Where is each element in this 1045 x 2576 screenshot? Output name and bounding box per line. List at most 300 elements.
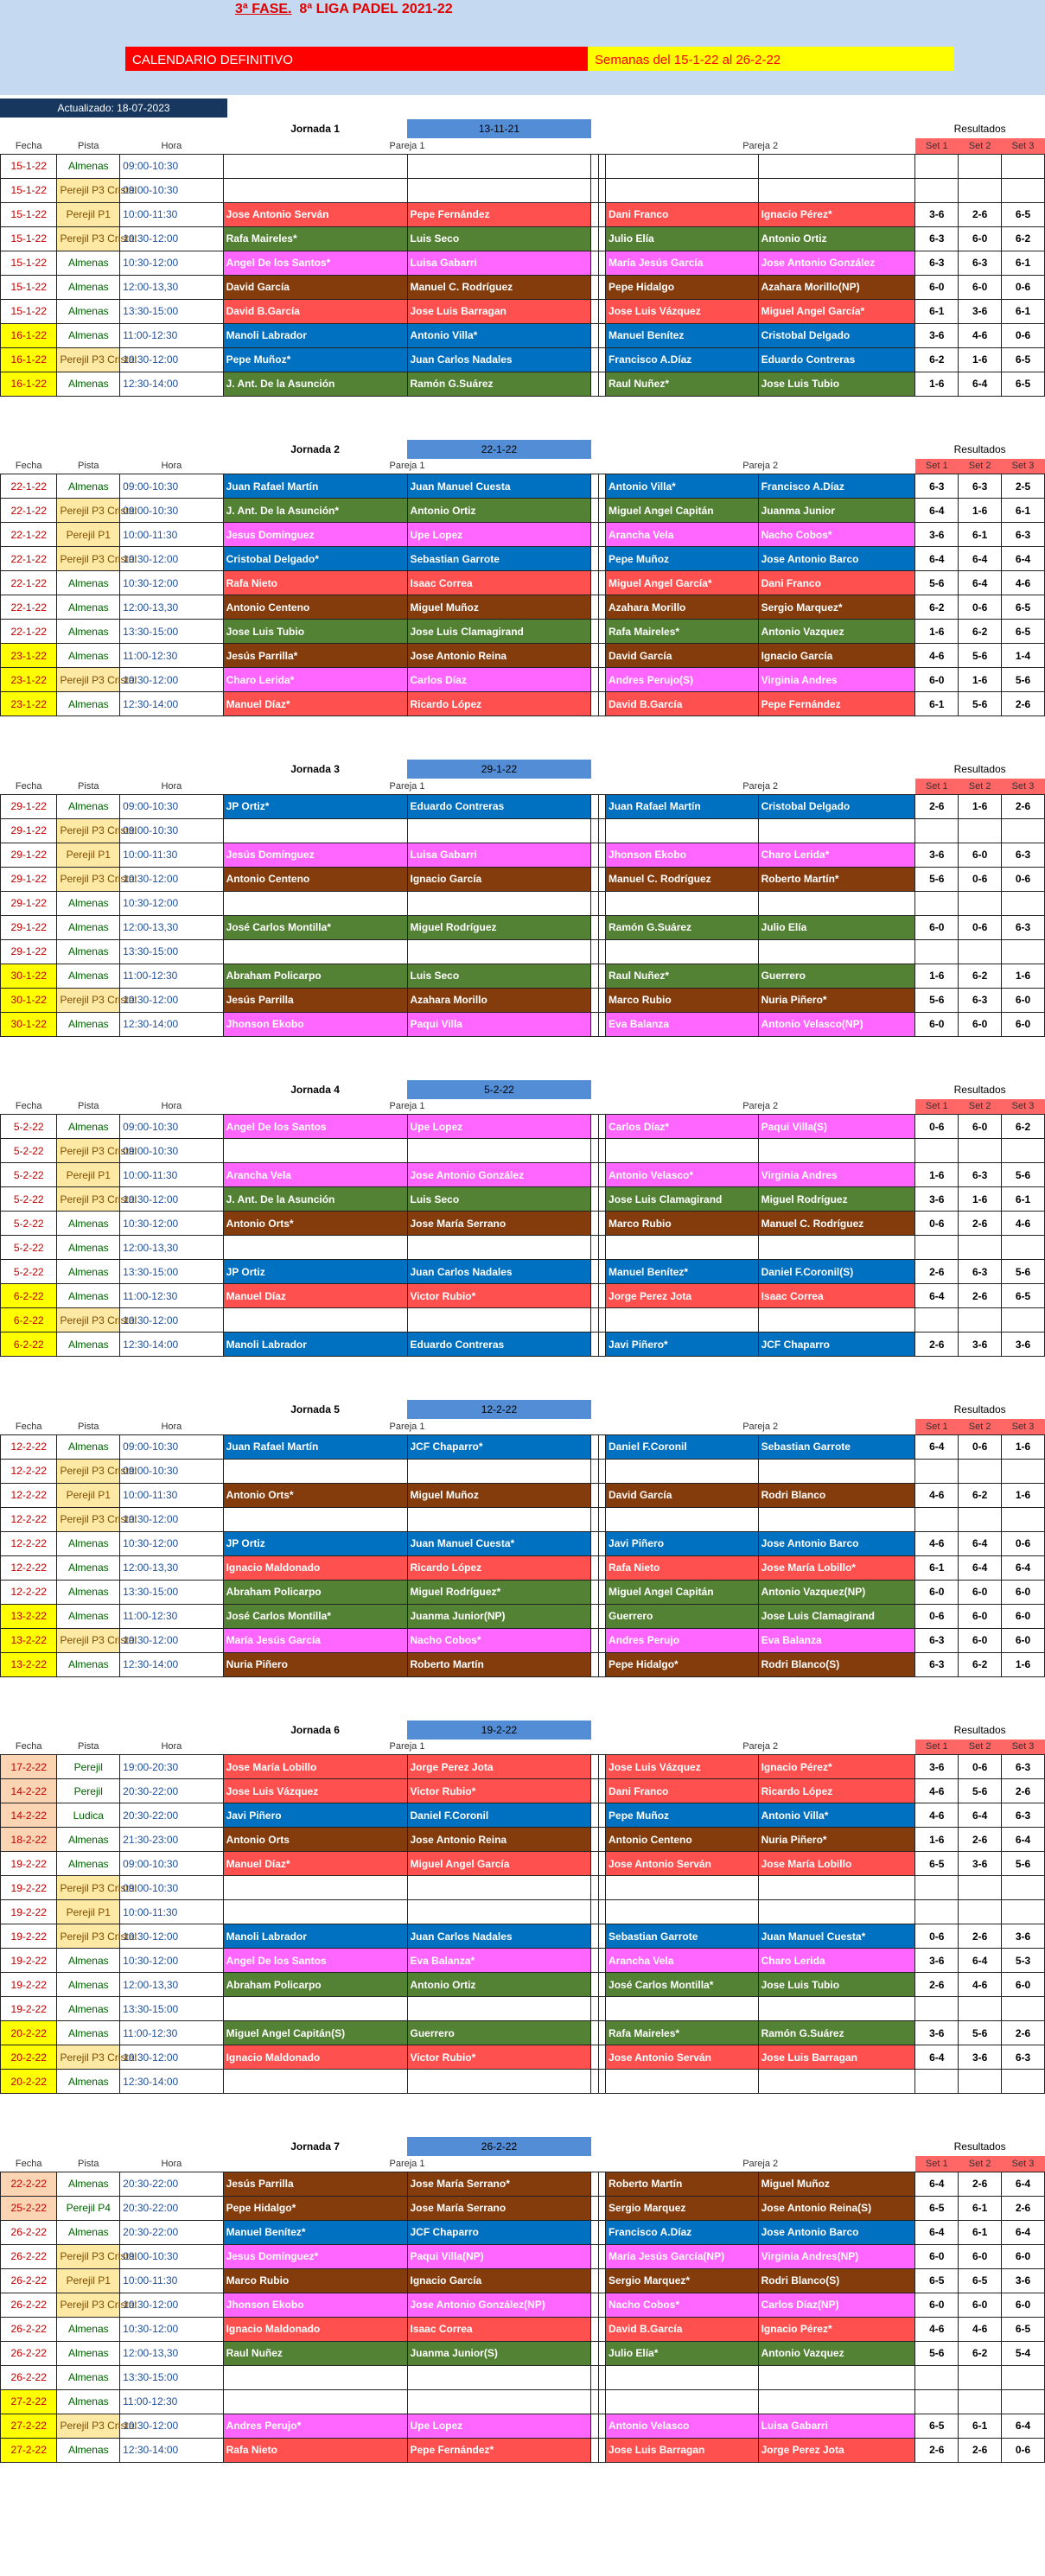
set3-score	[1002, 2070, 1045, 2094]
separator	[591, 692, 598, 716]
separator	[591, 915, 598, 939]
pair1-player2: Isaac Correa	[407, 571, 591, 595]
pair1-player1: Pepe Muñoz*	[223, 347, 407, 372]
pair2-player1: Ramón G.Suárez	[606, 915, 759, 939]
pair1-player1: María Jesús García	[223, 1628, 407, 1652]
pair2-player1: David García	[606, 644, 759, 668]
pair1-player1: Antonio Orts*	[223, 1483, 407, 1507]
match-row	[1, 2293, 1045, 2317]
match-row	[1, 1459, 1045, 1483]
separator	[591, 843, 598, 867]
pair2-player1: Antonio Velasco	[606, 2414, 759, 2438]
set2-score: 2-6	[959, 1212, 1002, 1236]
match-date: 5-2-22	[1, 1115, 57, 1139]
match-court: Almenas	[57, 1333, 120, 1357]
pair2-player2: Ricardo López	[758, 1779, 915, 1803]
pair2-player2: Roberto Martín*	[758, 867, 915, 891]
pair1-player1: Manuel Benítez*	[223, 2220, 407, 2244]
set2-score	[959, 1876, 1002, 1900]
col-set2: Set 2	[959, 779, 1002, 794]
set2-score: 1-6	[959, 499, 1002, 523]
pair2-player1: Pepe Hidalgo*	[606, 1652, 759, 1676]
col-pareja2: Pareja 2	[606, 138, 915, 154]
set3-score: 6-2	[1002, 1115, 1045, 1139]
set1-score: 6-0	[915, 2244, 959, 2268]
separator	[591, 644, 598, 668]
set3-score: 5-3	[1002, 1949, 1045, 1973]
calendar-label: CALENDARIO DEFINITIVO	[125, 47, 588, 71]
pair1-player1	[223, 1139, 407, 1163]
pair2-player2: Francisco A.Díaz	[758, 474, 915, 499]
match-row	[1, 178, 1045, 202]
match-date: 5-2-22	[1, 1236, 57, 1260]
pair2-player1	[606, 1139, 759, 1163]
match-row	[1, 202, 1045, 226]
match-date: 12-2-22	[1, 1555, 57, 1580]
col-fecha: Fecha	[1, 2156, 57, 2172]
separator	[591, 1012, 598, 1036]
pair1-player1: Manoli Labrador	[223, 1924, 407, 1949]
set2-score: 6-3	[959, 474, 1002, 499]
pair1-player2: Ramón G.Suárez	[407, 372, 591, 396]
pair2-player1: Sebastian Garrote	[606, 1924, 759, 1949]
pair1-player1: Nuria Piñero	[223, 1652, 407, 1676]
separator	[598, 1163, 605, 1187]
match-date: 29-1-22	[1, 843, 57, 867]
match-court: Almenas	[57, 1604, 120, 1628]
set3-score	[1002, 2365, 1045, 2389]
set3-score	[1002, 1308, 1045, 1333]
separator	[591, 1755, 598, 1779]
set2-score: 3-6	[959, 2045, 1002, 2070]
pair1-player2: Ricardo López	[407, 1555, 591, 1580]
set1-score: 0-6	[915, 1924, 959, 1949]
match-court: Almenas	[57, 1531, 120, 1555]
pair2-player1: Andres Perujo(S)	[606, 668, 759, 692]
col-set3: Set 3	[1002, 138, 1045, 154]
match-court: Almenas	[57, 1284, 120, 1308]
set2-score: 6-4	[959, 1949, 1002, 1973]
jornada-date: 12-2-22	[407, 1400, 591, 1419]
match-court: Almenas	[57, 1115, 120, 1139]
pair2-player1: Antonio Villa*	[606, 474, 759, 499]
pair1-player1: Rafa Nieto	[223, 2438, 407, 2462]
separator	[598, 1924, 605, 1949]
pair2-player1: Manuel Benítez	[606, 323, 759, 347]
set2-score: 5-6	[959, 2021, 1002, 2045]
match-court: Perejil P3 Cristal	[57, 2293, 120, 2317]
set3-score	[1002, 1997, 1045, 2021]
spacer	[591, 1721, 915, 1740]
set2-score: 2-6	[959, 202, 1002, 226]
set3-score: 6-4	[1002, 2414, 1045, 2438]
match-date: 17-2-22	[1, 1755, 57, 1779]
match-time: 10:00-11:30	[120, 2268, 223, 2293]
pair2-player2: Jose María Lobillo*	[758, 1555, 915, 1580]
match-time: 12:00-13,30	[120, 1236, 223, 1260]
match-row	[1, 939, 1045, 964]
col-fecha: Fecha	[1, 779, 57, 794]
match-time: 11:00-12:30	[120, 2389, 223, 2414]
separator	[598, 644, 605, 668]
pair2-player1: Pepe Muñoz	[606, 547, 759, 571]
pair1-player2: Juanma Junior(NP)	[407, 1604, 591, 1628]
pair2-player2: Miguel Muñoz	[758, 2172, 915, 2196]
match-time: 20:30-22:00	[120, 1779, 223, 1803]
separator	[591, 1260, 598, 1284]
match-time: 09:00-10:30	[120, 818, 223, 843]
pair1-player1: Manuel Díaz*	[223, 1852, 407, 1876]
spacer	[1, 2137, 224, 2156]
set3-score	[1002, 1507, 1045, 1531]
col-pista: Pista	[57, 779, 120, 794]
set2-score: 5-6	[959, 692, 1002, 716]
pair1-player2	[407, 891, 591, 915]
jornada-block	[0, 440, 1045, 717]
match-date: 29-1-22	[1, 867, 57, 891]
match-time: 12:30-14:00	[120, 1333, 223, 1357]
match-court: Perejil P1	[57, 523, 120, 547]
pair1-player2: Juan Manuel Cuesta*	[407, 1531, 591, 1555]
pair1-player2	[407, 154, 591, 178]
separator	[598, 915, 605, 939]
pair1-player1: José Carlos Montilla*	[223, 1604, 407, 1628]
match-time: 20:30-22:00	[120, 2220, 223, 2244]
pair2-player1: Sergio Marquez*	[606, 2268, 759, 2293]
match-time: 11:00-12:30	[120, 964, 223, 988]
match-row	[1, 1236, 1045, 1260]
separator	[598, 1997, 605, 2021]
match-date: 29-1-22	[1, 818, 57, 843]
col-fecha: Fecha	[1, 1419, 57, 1434]
pair2-player1: Roberto Martín	[606, 2172, 759, 2196]
match-row	[1, 1139, 1045, 1163]
match-court: Almenas	[57, 1652, 120, 1676]
match-time: 13:30-15:00	[120, 1997, 223, 2021]
col-hora: Hora	[120, 138, 223, 154]
pair2-player2: Antonio Ortiz	[758, 226, 915, 251]
set3-score: 6-0	[1002, 1012, 1045, 1036]
pair2-player1	[606, 2389, 759, 2414]
col-set3: Set 3	[1002, 2156, 1045, 2172]
match-court: Perejil P3 Cristal	[57, 818, 120, 843]
set3-score: 2-6	[1002, 2021, 1045, 2045]
pair2-player2: Jose María Lobillo	[758, 1852, 915, 1876]
pair1-player1: Jose Antonio Serván	[223, 202, 407, 226]
match-court: Almenas	[57, 1580, 120, 1604]
match-time: 10:30-12:00	[120, 547, 223, 571]
pair2-player2: Jose Luis Tubio	[758, 372, 915, 396]
pair1-player2: Ignacio García	[407, 867, 591, 891]
match-row	[1, 692, 1045, 716]
match-row	[1, 323, 1045, 347]
match-time: 10:30-12:00	[120, 891, 223, 915]
match-court: Perejil P3 Cristal	[57, 1507, 120, 1531]
pair1-player2	[407, 178, 591, 202]
col-set3: Set 3	[1002, 1740, 1045, 1755]
separator	[598, 547, 605, 571]
jornada-label: Jornada 6	[290, 1723, 340, 1736]
set2-score: 4-6	[959, 2317, 1002, 2341]
pair2-player2: Dani Franco	[758, 571, 915, 595]
pair2-player2: Charo Lerida	[758, 1949, 915, 1973]
match-date: 22-2-22	[1, 2172, 57, 2196]
pair2-player1: David B.García	[606, 692, 759, 716]
pair1-player1: Antonio Centeno	[223, 867, 407, 891]
separator	[591, 474, 598, 499]
pair1-player2: Antonio Ortiz	[407, 1973, 591, 1997]
col-set1: Set 1	[915, 2156, 959, 2172]
pair2-player1: Jorge Perez Jota	[606, 1284, 759, 1308]
jornada-date: 29-1-22	[407, 760, 591, 779]
set3-score: 4-6	[1002, 1212, 1045, 1236]
pair2-player1: Jose Luis Vázquez	[606, 1755, 759, 1779]
set1-score: 5-6	[915, 571, 959, 595]
set3-score: 2-6	[1002, 794, 1045, 818]
set2-score: 3-6	[959, 299, 1002, 323]
pair1-player1: Juan Rafael Martín	[223, 474, 407, 499]
pair2-player1: Pepe Hidalgo	[606, 275, 759, 299]
set1-score: 6-4	[915, 2220, 959, 2244]
pair2-player1: Francisco A.Díaz	[606, 347, 759, 372]
separator	[598, 1012, 605, 1036]
spacer	[1, 1721, 224, 1740]
separator	[598, 1852, 605, 1876]
col-set3: Set 3	[1002, 1099, 1045, 1115]
match-court: Almenas	[57, 323, 120, 347]
pair1-player1: J. Ant. De la Asunción	[223, 372, 407, 396]
separator	[591, 2045, 598, 2070]
col-pista: Pista	[57, 1099, 120, 1115]
pair1-player2: JCF Chaparro*	[407, 1434, 591, 1459]
match-court: Perejil P1	[57, 1900, 120, 1924]
separator	[591, 818, 598, 843]
pair1-player1	[223, 818, 407, 843]
set1-score: 6-4	[915, 499, 959, 523]
set3-score: 6-5	[1002, 1284, 1045, 1308]
separator	[598, 1260, 605, 1284]
separator	[598, 620, 605, 644]
pair1-player1: Manoli Labrador	[223, 1333, 407, 1357]
match-court: Perejil P3 Cristal	[57, 2045, 120, 2070]
match-court: Almenas	[57, 794, 120, 818]
match-date: 29-1-22	[1, 915, 57, 939]
set2-score	[959, 891, 1002, 915]
match-row	[1, 1949, 1045, 1973]
set2-score: 0-6	[959, 1755, 1002, 1779]
set3-score: 5-4	[1002, 2341, 1045, 2365]
separator	[591, 595, 598, 620]
match-court: Almenas	[57, 1434, 120, 1459]
separator	[591, 347, 598, 372]
match-row	[1, 2268, 1045, 2293]
match-court: Perejil P3 Cristal	[57, 1459, 120, 1483]
col-pareja2: Pareja 2	[606, 1740, 915, 1755]
match-date: 5-2-22	[1, 1212, 57, 1236]
pair1-player1: Ignacio Maldonado	[223, 2317, 407, 2341]
match-date: 19-2-22	[1, 1997, 57, 2021]
match-time: 21:30-23:00	[120, 1828, 223, 1852]
set3-score: 0-6	[1002, 2438, 1045, 2462]
match-court: Perejil P3 Cristal	[57, 1628, 120, 1652]
set2-score: 6-2	[959, 1652, 1002, 1676]
match-time: 12:00-13,30	[120, 595, 223, 620]
match-court: Almenas	[57, 1260, 120, 1284]
pair1-player1	[223, 178, 407, 202]
pair2-player1: Arancha Vela	[606, 1949, 759, 1973]
set2-score: 6-4	[959, 1531, 1002, 1555]
set1-score	[915, 1900, 959, 1924]
jornada-label: Jornada 2	[290, 442, 340, 455]
match-row	[1, 2244, 1045, 2268]
match-court: Perejil P1	[57, 2268, 120, 2293]
set1-score: 6-0	[915, 915, 959, 939]
col-sep	[591, 2156, 606, 2172]
match-time: 11:00-12:30	[120, 2021, 223, 2045]
pair1-player1: Antonio Orts*	[223, 1212, 407, 1236]
set1-score: 6-3	[915, 251, 959, 275]
match-date: 30-1-22	[1, 1012, 57, 1036]
results-label: Resultados	[953, 442, 1006, 455]
match-time: 12:00-13,30	[120, 1973, 223, 1997]
set1-score: 0-6	[915, 1212, 959, 1236]
col-set3: Set 3	[1002, 779, 1045, 794]
pair2-player2: Jose Luis Tubio	[758, 1973, 915, 1997]
set1-score: 1-6	[915, 1163, 959, 1187]
pair2-player1	[606, 1900, 759, 1924]
set1-score: 6-4	[915, 1284, 959, 1308]
pair1-player1: JP Ortiz*	[223, 794, 407, 818]
pair2-player1: Nacho Cobos*	[606, 2293, 759, 2317]
set3-score: 6-0	[1002, 2293, 1045, 2317]
pair2-player2	[758, 2389, 915, 2414]
jornadas-container	[0, 119, 1045, 2463]
pair1-player2: Ricardo López	[407, 692, 591, 716]
set1-score: 1-6	[915, 372, 959, 396]
pair2-player1: Rafa Nieto	[606, 1555, 759, 1580]
pair2-player1: Javi Piñero	[606, 1531, 759, 1555]
match-row	[1, 915, 1045, 939]
separator	[598, 1507, 605, 1531]
pair2-player2: Sergio Marquez*	[758, 595, 915, 620]
pair1-player2	[407, 2365, 591, 2389]
set3-score: 6-4	[1002, 2220, 1045, 2244]
match-row	[1, 1900, 1045, 1924]
match-time: 11:00-12:30	[120, 644, 223, 668]
separator	[598, 2021, 605, 2045]
separator	[598, 2317, 605, 2341]
pair2-player1: Jose Luis Clamagirand	[606, 1187, 759, 1212]
match-row	[1, 2070, 1045, 2094]
match-time: 13:30-15:00	[120, 620, 223, 644]
pair1-player2: Luis Seco	[407, 226, 591, 251]
separator	[598, 474, 605, 499]
set2-score: 2-6	[959, 2438, 1002, 2462]
pair1-player2: Antonio Villa*	[407, 323, 591, 347]
separator	[591, 1212, 598, 1236]
match-court: Perejil P3 Cristal	[57, 178, 120, 202]
set3-score	[1002, 818, 1045, 843]
pair2-player1: Francisco A.Díaz	[606, 2220, 759, 2244]
pair2-player2: Nuria Piñero*	[758, 1828, 915, 1852]
separator	[598, 1333, 605, 1357]
separator	[591, 964, 598, 988]
match-row	[1, 1260, 1045, 1284]
separator	[591, 1308, 598, 1333]
match-court: Perejil P1	[57, 1483, 120, 1507]
set1-score: 4-6	[915, 2317, 959, 2341]
col-pista: Pista	[57, 138, 120, 154]
match-row	[1, 891, 1045, 915]
match-time: 10:30-12:00	[120, 1507, 223, 1531]
match-court: Perejil P3 Cristal	[57, 1876, 120, 1900]
pair2-player1: Jose Luis Barragan	[606, 2438, 759, 2462]
separator	[598, 323, 605, 347]
col-sep	[591, 459, 606, 474]
pair1-player1: J. Ant. De la Asunción*	[223, 499, 407, 523]
spacer	[1, 440, 224, 459]
set3-score	[1002, 1139, 1045, 1163]
pair2-player1: David B.García	[606, 2317, 759, 2341]
pair2-player1: María Jesús García(NP)	[606, 2244, 759, 2268]
separator	[598, 1308, 605, 1333]
separator	[591, 1803, 598, 1828]
set2-score: 0-6	[959, 915, 1002, 939]
set3-score: 0-6	[1002, 323, 1045, 347]
pair1-player2: JCF Chaparro	[407, 2220, 591, 2244]
separator	[591, 2070, 598, 2094]
pair1-player1: Abraham Policarpo	[223, 964, 407, 988]
separator	[598, 2196, 605, 2220]
set2-score: 3-6	[959, 1333, 1002, 1357]
match-date: 15-1-22	[1, 202, 57, 226]
separator	[598, 1876, 605, 1900]
pair1-player1: Jesús Parrilla	[223, 988, 407, 1012]
match-date: 15-1-22	[1, 299, 57, 323]
match-row	[1, 1163, 1045, 1187]
set3-score: 6-5	[1002, 620, 1045, 644]
set1-score: 3-6	[915, 523, 959, 547]
set1-score	[915, 1139, 959, 1163]
match-date: 27-2-22	[1, 2414, 57, 2438]
separator	[598, 1604, 605, 1628]
match-date: 19-2-22	[1, 1924, 57, 1949]
set2-score: 2-6	[959, 1828, 1002, 1852]
col-pareja2: Pareja 2	[606, 2156, 915, 2172]
match-time: 13:30-15:00	[120, 1260, 223, 1284]
set2-score: 6-3	[959, 988, 1002, 1012]
match-row	[1, 620, 1045, 644]
match-row	[1, 2045, 1045, 2070]
pair2-player2: Antonio Vazquez	[758, 620, 915, 644]
match-time: 10:00-11:30	[120, 1900, 223, 1924]
separator	[598, 1115, 605, 1139]
jornada-label: Jornada 4	[290, 1083, 340, 1096]
col-fecha: Fecha	[1, 459, 57, 474]
match-court: Almenas	[57, 251, 120, 275]
match-date: 19-2-22	[1, 1973, 57, 1997]
set1-score: 4-6	[915, 644, 959, 668]
match-court: Perejil P3 Cristal	[57, 1139, 120, 1163]
pair2-player2	[758, 154, 915, 178]
match-row	[1, 1531, 1045, 1555]
set3-score: 6-0	[1002, 1604, 1045, 1628]
set1-score: 1-6	[915, 1828, 959, 1852]
match-time: 10:30-12:00	[120, 1628, 223, 1652]
match-time: 19:00-20:30	[120, 1755, 223, 1779]
pair2-player2: Julio Elía	[758, 915, 915, 939]
match-court: Almenas	[57, 2317, 120, 2341]
